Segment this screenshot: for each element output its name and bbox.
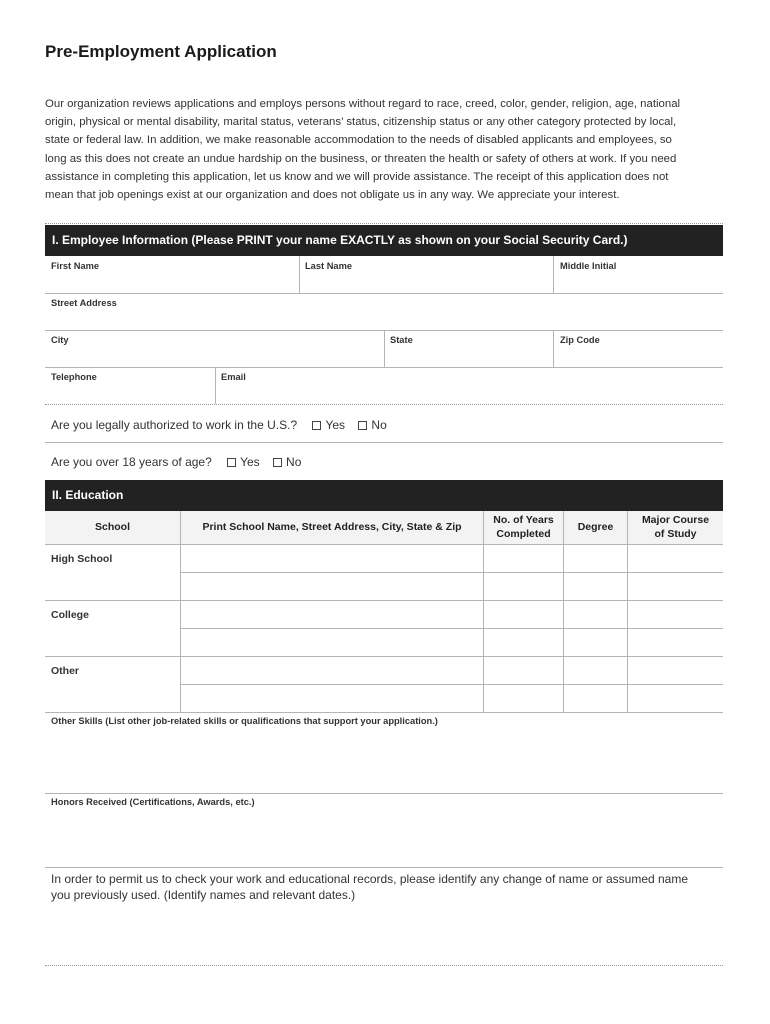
page-title: Pre-Employment Application [45,42,277,61]
work-authorization-label: Are you legally authorized to work in the U.S.? [51,418,298,432]
intro-line: Our organization reviews applications and employs persons without regard to race, creed, color, gender, religion, age, national [45,98,681,110]
column-header-major [628,511,723,544]
telephone-label: Telephone [51,372,97,382]
checkbox-icon[interactable] [227,458,236,467]
checkbox-icon[interactable] [312,421,321,430]
honors-field[interactable] [45,811,723,866]
age-question [51,455,301,469]
other-school-name-field[interactable] [181,657,483,712]
middle-initial-field[interactable] [554,256,723,293]
age-question-label: Are you over 18 years of age? [51,455,212,469]
high-school-years-field[interactable] [484,545,563,600]
over18-no-option[interactable] [273,455,301,469]
section-education-header: II. Education [45,480,723,511]
street-address-field[interactable] [45,294,723,330]
checkbox-icon[interactable] [358,421,367,430]
section-employee-info-header: I. Employee Information (Please PRINT your name EXACTLY as shown on your Social Security Card.) [45,225,723,256]
divider [45,442,723,443]
authorized-yes-option[interactable] [312,418,345,432]
honors-label: Honors Received (Certifications, Awards, etc.) [51,797,255,807]
column-header-school: School [94,520,130,533]
name-change-line1: In order to permit us to check your work and educational records, please identify any change of name or assumed name [51,872,689,886]
first-name-field[interactable] [45,256,298,293]
intro-line: state or federal law. In addition, we make reasonable accommodation to the needs of disabled applicants and employees, so [45,134,672,147]
work-authorization-question [51,418,387,432]
authorized-no-option[interactable] [358,418,386,432]
divider [45,965,723,966]
divider [45,867,723,868]
high-school-name-field[interactable] [181,545,483,600]
college-degree-field[interactable] [564,601,627,656]
divider [45,404,723,405]
column-header-years-line1: No. of Years [493,514,554,526]
telephone-field[interactable] [45,368,214,404]
name-change-line2: you previously used. (Identify names and relevant dates.) [51,888,356,902]
row-label-high-school: High School [51,553,113,565]
city-field[interactable] [45,331,383,367]
zip-code-field[interactable] [554,331,723,367]
state-label: State [390,335,413,345]
column-header-degree: Degree [577,520,614,533]
city-label: City [51,335,69,345]
intro-line: long as this does not create an undue hardship on the business, or threaten the health or safety of others at work. If you need [45,152,677,165]
zip-code-label: Zip Code [560,335,600,345]
checkbox-icon[interactable] [273,458,282,467]
no-label: No [371,418,387,432]
high-school-major-field[interactable] [628,545,723,600]
yes-label: Yes [325,418,346,432]
intro-line: origin, physical or mental disability, marital status, veterans’ status, citizenship status or any other category protected by local, [45,116,677,129]
column-header-school-name: Print School Name, Street Address, City, State & Zip [202,520,462,533]
other-skills-label: Other Skills (List other job-related skills or qualifications that support your application.) [51,716,438,726]
intro-line: assistance in completing this application, let us know and we will provide assistance. The receipt of this application does not [45,170,669,183]
last-name-field[interactable] [300,256,552,293]
other-school-degree-field[interactable] [564,657,627,712]
college-years-field[interactable] [484,601,563,656]
state-field[interactable] [385,331,552,367]
other-school-years-field[interactable] [484,657,563,712]
column-header-major-line2: of Study [654,527,697,540]
column-header-years-line2: Completed [496,527,551,540]
other-school-major-field[interactable] [628,657,723,712]
middle-initial-label: Middle Initial [560,261,617,271]
intro-line: mean that job openings exist at our organization and does not obligate us in any way. We appreciate your interest. [45,189,620,202]
divider [45,223,723,224]
street-address-label: Street Address [51,298,117,308]
other-skills-field[interactable] [45,730,723,792]
intro-paragraph [45,95,725,204]
high-school-degree-field[interactable] [564,545,627,600]
name-change-instructions [51,871,688,903]
divider [45,793,723,794]
yes-label: Yes [240,455,260,469]
first-name-label: First Name [51,261,100,271]
previous-names-field[interactable] [45,905,723,963]
email-label: Email [221,372,246,382]
divider [45,712,723,713]
row-label-college: College [51,609,89,621]
over18-yes-option[interactable] [227,455,260,469]
college-major-field[interactable] [628,601,723,656]
column-header-years-completed [484,511,563,544]
row-label-other: Other [51,665,80,677]
college-name-field[interactable] [181,601,483,656]
no-label: No [286,455,302,469]
column-header-major-line1: Major Course [641,514,710,526]
last-name-label: Last Name [305,261,353,271]
email-field[interactable] [216,368,723,404]
